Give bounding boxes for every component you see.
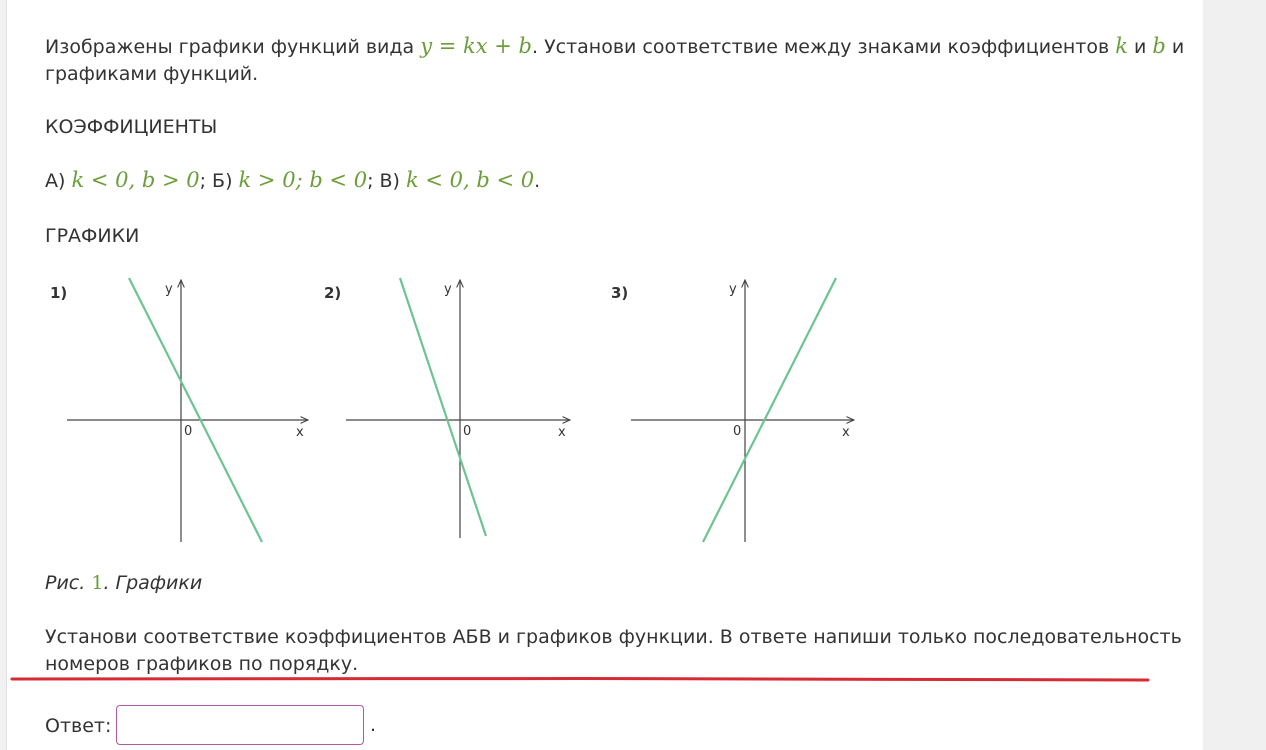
task-formula: y = kx + b (420, 34, 532, 58)
graph-2-y-label: y (444, 282, 452, 297)
graph-3-y-label: y (729, 282, 737, 297)
instruction-line-1: Установи соответствие коэффициентов АБВ и графиков функции. В ответе напиши только последовательность (45, 626, 1182, 648)
graph-1-origin-label: 0 (184, 424, 193, 439)
graph-2-x-label: x (558, 425, 566, 440)
answer-label: Ответ: (45, 715, 112, 737)
task-and: и (1127, 36, 1153, 58)
caption-number: 1 (91, 572, 104, 594)
task-text (45, 33, 1184, 88)
coefficients-heading: КОЭФФИЦИЕНТЫ (45, 116, 218, 138)
option-a-formula: k < 0, b > 0 (71, 168, 200, 192)
graph-1 (50, 278, 308, 542)
caption-suffix: . Графики (103, 572, 203, 594)
graph-2-function-line (400, 278, 486, 536)
task-intro-suffix: и (1165, 36, 1185, 58)
right-gutter (1203, 0, 1266, 750)
task-b: b (1152, 34, 1166, 58)
option-b-formula: k > 0; b < 0 (238, 168, 368, 192)
graph-1-y-label: y (165, 282, 173, 297)
graph-1-function-line (129, 278, 262, 542)
task-intro-middle: . Установи соответствие между знаками коэффициентов (531, 36, 1116, 58)
graph-2-label: 2) (324, 284, 342, 302)
instruction-text (45, 624, 1182, 678)
answer-end-dot: . (370, 714, 377, 736)
graph-1-label: 1) (50, 284, 68, 302)
graph-3-origin-label: 0 (733, 424, 742, 439)
graph-2-origin-label: 0 (463, 424, 472, 439)
option-a-label: А) (45, 170, 72, 192)
task-intro-prefix: Изображены графики функций вида (45, 36, 421, 58)
caption-prefix: Рис. (45, 572, 92, 594)
figure-caption (45, 570, 202, 597)
graph-1-x-label: x (296, 425, 304, 440)
graph-3-label: 3) (611, 284, 629, 302)
graph-3-x-label: x (842, 425, 850, 440)
coefficients-options (45, 167, 540, 195)
answer-input[interactable] (116, 705, 364, 745)
option-end: . (534, 170, 541, 192)
task-k: k (1115, 34, 1128, 58)
graphs-figure (40, 270, 870, 550)
option-sep-2: ; В) (367, 170, 407, 192)
option-sep-1: ; Б) (199, 170, 239, 192)
red-underline-annotation (10, 677, 1150, 682)
task-intro-line2: графиками функций. (45, 63, 259, 85)
graph-3-function-line (703, 278, 836, 542)
graph-3 (611, 278, 854, 542)
option-c-formula: k < 0, b < 0 (406, 168, 535, 192)
graphs-heading: ГРАФИКИ (45, 225, 140, 247)
graph-2 (324, 278, 570, 538)
instruction-line-2: номеров графиков по порядку. (45, 653, 359, 675)
